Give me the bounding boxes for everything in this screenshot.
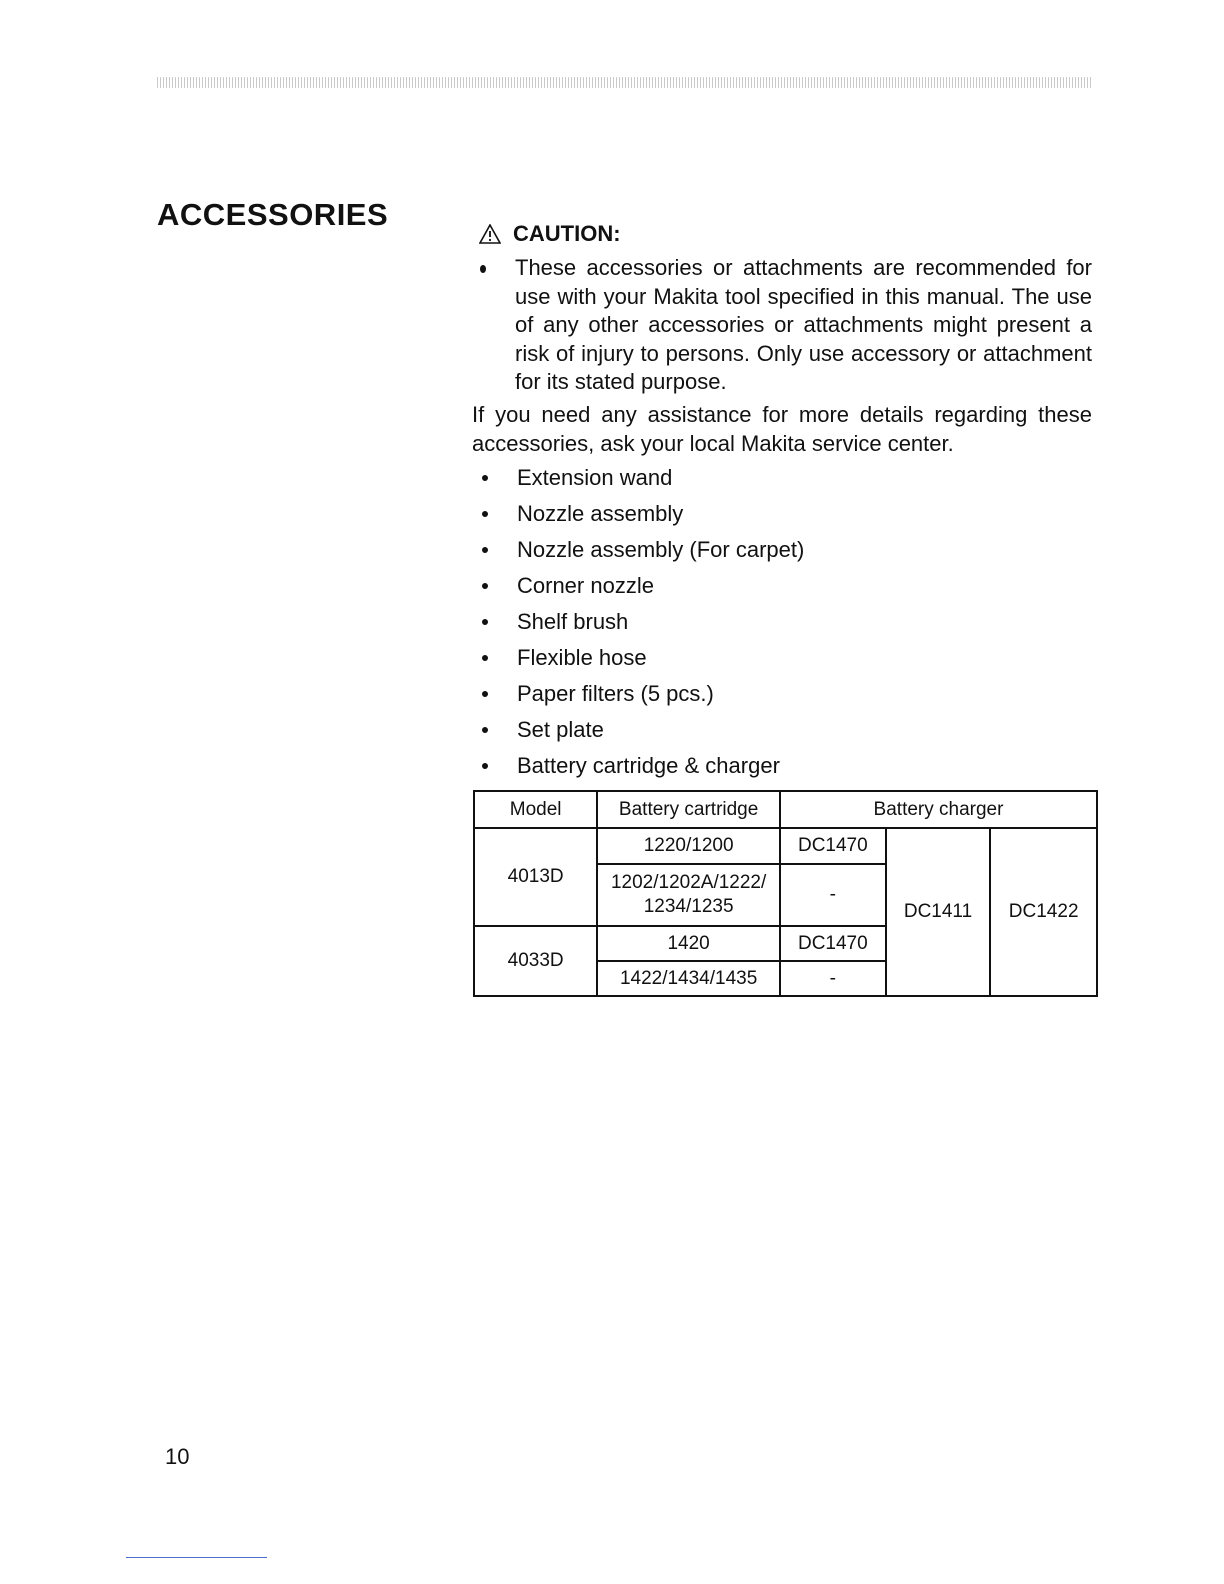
cartridge-line: 1234/1235 xyxy=(643,896,734,917)
charger-cell: - xyxy=(780,864,886,926)
table-header-row xyxy=(474,791,1097,828)
bullet-icon xyxy=(482,475,488,481)
list-item xyxy=(480,500,804,536)
charger-cell: - xyxy=(780,961,886,996)
accessory-label: Battery cartridge & charger xyxy=(517,753,780,778)
bullet-icon xyxy=(482,547,488,553)
bullet-icon xyxy=(482,511,488,517)
accessory-label: Flexible hose xyxy=(517,645,647,670)
caution-label: CAUTION: xyxy=(513,221,621,246)
cartridge-cell xyxy=(597,864,780,926)
bullet-icon xyxy=(482,619,488,625)
header-battery-cartridge: Battery cartridge xyxy=(597,791,780,828)
bullet-icon xyxy=(482,691,488,697)
accessory-label: Paper filters (5 pcs.) xyxy=(517,681,714,706)
cartridge-line: 1202/1202A/1222/ xyxy=(610,872,767,893)
list-item xyxy=(480,464,804,500)
accessory-label: Corner nozzle xyxy=(517,573,654,598)
charger-cell: DC1470 xyxy=(780,926,886,961)
accessory-label: Shelf brush xyxy=(517,609,629,634)
caution-item xyxy=(480,254,1092,397)
list-item xyxy=(480,644,804,680)
charger-shared-cell: DC1422 xyxy=(990,828,1097,996)
list-item xyxy=(480,572,804,608)
assistance-paragraph: If you need any assistance for more details regarding these accessories, ask your local Makita service center. xyxy=(472,402,1092,456)
bullet-icon xyxy=(482,727,488,733)
top-decorative-rule xyxy=(157,77,1092,88)
bullet-icon xyxy=(480,265,486,273)
accessory-label: Nozzle assembly xyxy=(517,501,684,526)
accessory-label: Set plate xyxy=(517,717,604,742)
charger-cell: DC1470 xyxy=(780,828,886,864)
charger-shared-cell: DC1411 xyxy=(886,828,991,996)
list-item xyxy=(480,536,804,572)
list-item xyxy=(480,716,804,752)
caution-heading xyxy=(479,221,621,247)
page-number: 10 xyxy=(165,1444,190,1469)
accessories-list xyxy=(480,464,804,788)
cartridge-cell: 1420 xyxy=(597,926,780,961)
bullet-icon xyxy=(482,583,488,589)
warning-triangle-icon xyxy=(479,224,501,244)
cartridge-cell: 1422/1434/1435 xyxy=(597,961,780,996)
header-model: Model xyxy=(474,791,597,828)
section-title: ACCESSORIES xyxy=(157,197,389,232)
battery-compatibility-table xyxy=(473,790,1098,997)
accessory-label: Extension wand xyxy=(517,465,673,490)
bottom-rule xyxy=(126,1557,267,1558)
table-row xyxy=(474,828,1097,864)
header-battery-charger: Battery charger xyxy=(780,791,1097,828)
bullet-icon xyxy=(482,655,488,661)
model-cell: 4033D xyxy=(474,926,597,996)
caution-text: These accessories or attachments are recommended for use with your Makita tool specified in this manual. The use of any other accessories or attachments might present a risk of injury to persons. Only use accessory or attachment for its stated purpose. xyxy=(515,255,1092,395)
model-cell: 4013D xyxy=(474,828,597,926)
list-item xyxy=(480,752,804,788)
list-item xyxy=(480,608,804,644)
bullet-icon xyxy=(482,763,488,769)
accessory-label: Nozzle assembly (For carpet) xyxy=(517,537,805,562)
cartridge-cell: 1220/1200 xyxy=(597,828,780,864)
list-item xyxy=(480,680,804,716)
